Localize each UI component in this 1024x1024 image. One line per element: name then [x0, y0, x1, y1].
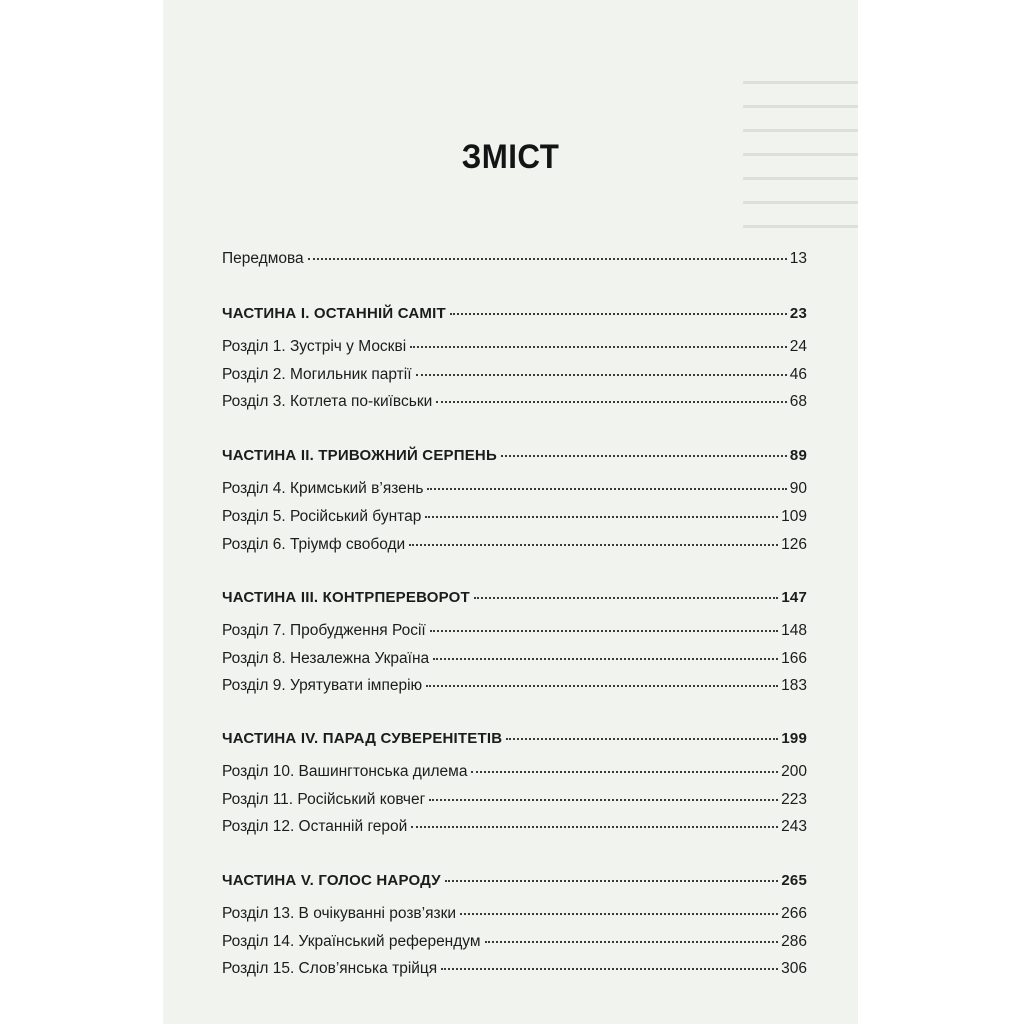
toc-page-number: 200 [781, 763, 807, 780]
toc-entry [222, 508, 807, 526]
dot-leader [430, 630, 778, 632]
toc-page-number: 126 [781, 536, 807, 553]
toc-entry [222, 338, 807, 356]
dot-leader [485, 941, 779, 943]
toc-part-title: ЧАСТИНА IV. ПАРАД СУВЕРЕНІТЕТІВ [222, 730, 503, 747]
dot-leader [471, 771, 778, 773]
dot-leader [474, 597, 779, 599]
dot-leader [445, 880, 779, 882]
toc-page-number: 109 [781, 508, 807, 525]
toc-entry-title: Розділ 11. Російський ковчег [222, 791, 426, 808]
toc-page-number: 13 [789, 250, 807, 267]
toc-entry-title: Розділ 3. Котлета по-київськи [222, 393, 433, 410]
toc-entry [222, 960, 807, 978]
toc-entry-preface [222, 250, 807, 268]
toc-part-title: ЧАСТИНА І. ОСТАННІЙ САМІТ [222, 305, 446, 322]
toc-part-title: ЧАСТИНА ІІ. ТРИВОЖНИЙ СЕРПЕНЬ [222, 447, 497, 464]
toc-entry-title: Розділ 8. Незалежна Україна [222, 650, 430, 667]
toc-page-number: 243 [781, 818, 807, 835]
toc-part-5 [222, 872, 807, 889]
toc-page-number: 148 [781, 622, 807, 639]
toc-entry [222, 791, 807, 809]
toc-entry-title: Розділ 6. Тріумф свободи [222, 536, 406, 553]
toc-entry-title: Розділ 15. Слов’янська трійця [222, 960, 438, 977]
toc-part-2 [222, 447, 807, 464]
toc-page-number: 183 [781, 677, 807, 694]
dot-leader [308, 258, 787, 260]
toc-entry-title: Розділ 5. Російський бунтар [222, 508, 422, 525]
dot-leader [460, 913, 778, 915]
dot-leader [450, 313, 787, 315]
toc-page-number: 199 [781, 730, 807, 747]
page-title: ЗМІСТ [461, 138, 560, 176]
dot-leader [433, 658, 778, 660]
dot-leader [425, 516, 778, 518]
toc-entry-title: Передмова [222, 250, 304, 267]
toc-entry-title: Розділ 4. Кримський в’язень [222, 480, 424, 497]
toc-page-number: 147 [781, 589, 807, 606]
toc-entry-title: Розділ 9. Урятувати імперію [222, 677, 423, 694]
toc-page-number: 89 [789, 447, 807, 464]
toc-page-number: 286 [781, 933, 807, 950]
toc-part-1 [222, 305, 807, 322]
toc-page-number: 223 [781, 791, 807, 808]
toc-part-3 [222, 589, 807, 606]
toc-entry-title: Розділ 14. Український референдум [222, 933, 481, 950]
toc-entry [222, 480, 807, 498]
dot-leader [501, 455, 787, 457]
toc-entry [222, 366, 807, 384]
dot-leader [427, 488, 786, 490]
dot-leader [441, 968, 778, 970]
toc-entry [222, 393, 807, 411]
dot-leader [426, 685, 778, 687]
toc-entry-title: Розділ 13. В очікуванні розв’язки [222, 905, 457, 922]
toc-part-title: ЧАСТИНА ІІІ. КОНТРПЕРЕВОРОТ [222, 589, 470, 606]
toc-page-number: 68 [789, 393, 807, 410]
toc-entry-title: Розділ 2. Могильник партії [222, 366, 412, 383]
dot-leader [436, 401, 786, 403]
toc-part-4 [222, 730, 807, 747]
dot-leader [506, 738, 778, 740]
toc-page-number: 46 [789, 366, 807, 383]
dot-leader [416, 374, 787, 376]
toc-entry [222, 905, 807, 923]
toc-entry [222, 818, 807, 836]
toc-entry [222, 622, 807, 640]
toc-page-number: 166 [781, 650, 807, 667]
dot-leader [409, 544, 778, 546]
dot-leader [411, 826, 778, 828]
toc-page-number: 24 [789, 338, 807, 355]
toc-entry-title: Розділ 7. Пробудження Росії [222, 622, 426, 639]
toc-page-number: 23 [789, 305, 807, 322]
toc-entry-title: Розділ 10. Вашингтонська дилема [222, 763, 468, 780]
toc-page-number: 265 [781, 872, 807, 889]
toc-part-title: ЧАСТИНА V. ГОЛОС НАРОДУ [222, 872, 441, 889]
toc-entry [222, 536, 807, 554]
toc-entry [222, 677, 807, 695]
toc-entry-title: Розділ 12. Останній герой [222, 818, 408, 835]
dot-leader [410, 346, 787, 348]
toc-page-number: 90 [789, 480, 807, 497]
toc-entry [222, 650, 807, 668]
toc-entry [222, 933, 807, 951]
toc-page-number: 306 [781, 960, 807, 977]
toc-entry-title: Розділ 1. Зустріч у Москві [222, 338, 407, 355]
toc-entry [222, 763, 807, 781]
dot-leader [429, 799, 778, 801]
toc-page-number: 266 [781, 905, 807, 922]
